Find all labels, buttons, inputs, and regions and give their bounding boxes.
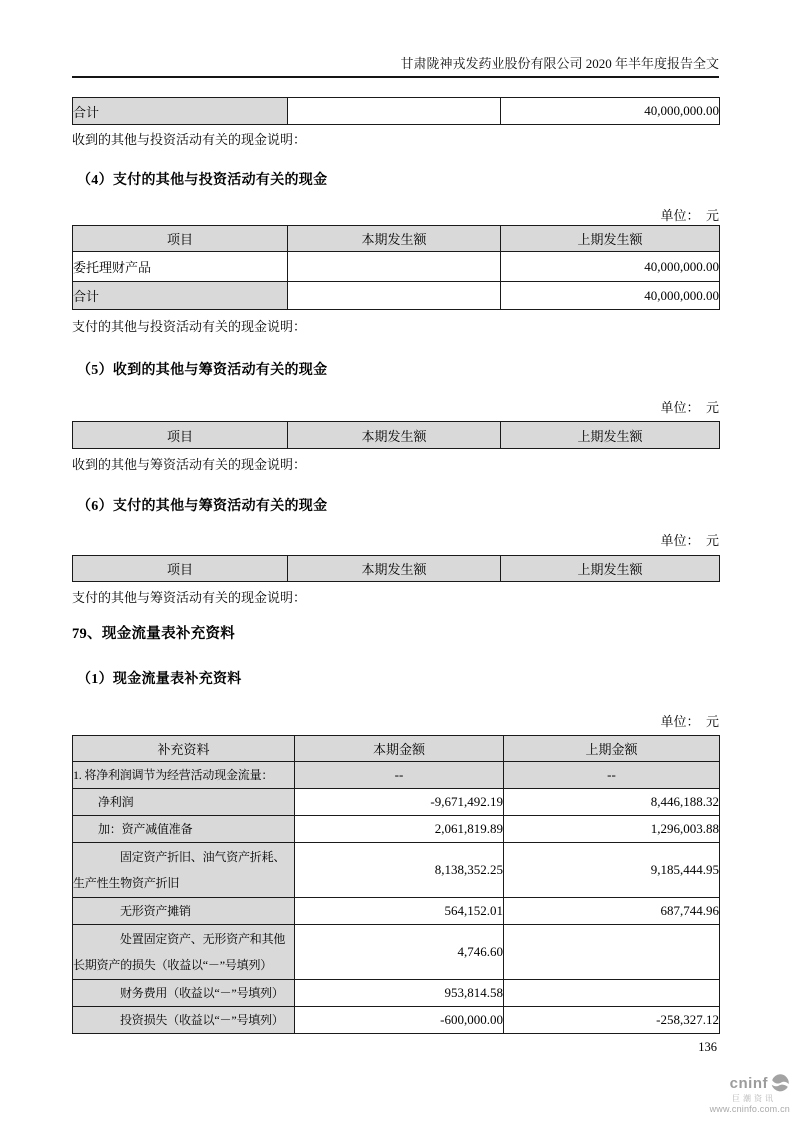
section4-note: 支付的其他与投资活动有关的现金说明： (72, 319, 307, 334)
previous-amount-cell: -- (504, 762, 720, 789)
table-row (73, 980, 720, 1007)
cninfo-logo-url: www.cninfo.com.cn (709, 1104, 790, 1114)
previous-amount-cell: 8,446,188.32 (504, 789, 720, 816)
table-row (73, 925, 720, 980)
row-label-cell: 财务费用（收益以“－”号填列） (73, 980, 295, 1007)
current-amount-cell: 8,138,352.25 (295, 843, 504, 898)
table-header-row (73, 736, 720, 762)
current-amount-cell: -600,000.00 (295, 1007, 504, 1034)
column-header-previous: 上期发生额 (501, 226, 720, 252)
table-row (73, 252, 720, 282)
column-header-previous: 上期发生额 (501, 422, 720, 449)
previous-amount-cell (504, 925, 720, 980)
column-header-current: 本期发生额 (288, 556, 501, 582)
current-amount-cell (288, 98, 501, 125)
cninfo-logo-subtitle: 巨潮资讯 (732, 1094, 776, 1103)
table-row (73, 762, 720, 789)
row-label-cell: 净利润 (73, 789, 295, 816)
current-amount-cell: 2,061,819.89 (295, 816, 504, 843)
header-divider (72, 76, 719, 78)
section6-note: 支付的其他与筹资活动有关的现金说明： (72, 590, 307, 605)
column-header-item: 项目 (73, 556, 288, 582)
previous-amount-cell: -258,327.12 (504, 1007, 720, 1034)
current-amount-cell: 953,814.58 (295, 980, 504, 1007)
table-row (73, 898, 720, 925)
note-receive-invest: 收到的其他与投资活动有关的现金说明： (72, 132, 307, 147)
cash-flow-supplement-table (72, 735, 720, 1034)
section79-sub-heading: （1）现金流量表补充资料 (77, 672, 242, 687)
row-label-cell: 委托理财产品 (73, 252, 288, 282)
previous-amount-cell: 40,000,000.00 (501, 282, 720, 310)
previous-amount-cell: 40,000,000.00 (501, 252, 720, 282)
total-label-cell: 合计 (73, 98, 288, 125)
table-row (73, 282, 720, 310)
cninfo-logo-text: cninf (729, 1074, 768, 1092)
section79-unit: 单位： 元 (660, 714, 719, 729)
carryover-total-table (72, 97, 720, 125)
previous-amount-cell: 687,744.96 (504, 898, 720, 925)
previous-amount-cell: 1,296,003.88 (504, 816, 720, 843)
column-header-item: 项目 (73, 226, 288, 252)
table-row (73, 816, 720, 843)
row-label-cell: 1. 将净利润调节为经营活动现金流量： (73, 762, 295, 789)
table-row (73, 843, 720, 898)
table-row (73, 98, 720, 125)
current-amount-cell (288, 282, 501, 310)
table-header-row (73, 422, 720, 449)
table-row (73, 789, 720, 816)
section6-heading: （6）支付的其他与筹资活动有关的现金 (77, 499, 328, 514)
current-amount-cell: 4,746.60 (295, 925, 504, 980)
total-label-cell: 合计 (73, 282, 288, 310)
table-header-row (73, 556, 720, 582)
page-number: 136 (698, 1040, 717, 1054)
column-header-previous: 上期金额 (504, 736, 720, 762)
section4-heading: （4）支付的其他与投资活动有关的现金 (77, 173, 328, 188)
column-header-current: 本期金额 (295, 736, 504, 762)
cninfo-logo (694, 1073, 790, 1114)
section4-unit: 单位： 元 (660, 208, 719, 223)
cninfo-swirl-icon (770, 1073, 790, 1093)
section6-table (72, 555, 720, 582)
column-header-previous: 上期发生额 (501, 556, 720, 582)
section6-unit: 单位： 元 (660, 533, 719, 548)
column-header-supplement: 补充资料 (73, 736, 295, 762)
table-header-row (73, 226, 720, 252)
current-amount-cell: -9,671,492.19 (295, 789, 504, 816)
section5-table (72, 421, 720, 449)
section5-unit: 单位： 元 (660, 400, 719, 415)
table-row (73, 1007, 720, 1034)
column-header-current: 本期发生额 (288, 422, 501, 449)
current-amount-cell: 564,152.01 (295, 898, 504, 925)
row-label-cell: 加：资产减值准备 (73, 816, 295, 843)
section5-heading: （5）收到的其他与筹资活动有关的现金 (77, 363, 328, 378)
previous-amount-cell (504, 980, 720, 1007)
row-label-cell: 无形资产摊销 (73, 898, 295, 925)
section5-note: 收到的其他与筹资活动有关的现金说明： (72, 457, 307, 472)
document-header-title: 甘肃陇神戎发药业股份有限公司 2020 年半年度报告全文 (400, 56, 719, 71)
previous-amount-cell: 9,185,444.95 (504, 843, 720, 898)
row-label-cell: 投资损失（收益以“－”号填列） (73, 1007, 295, 1034)
row-label-cell: 处置固定资产、无形资产和其他长期资产的损失（收益以“－”号填列） (73, 925, 295, 980)
section4-table (72, 225, 720, 310)
column-header-item: 项目 (73, 422, 288, 449)
current-amount-cell: -- (295, 762, 504, 789)
section79-heading: 79、现金流量表补充资料 (72, 626, 236, 642)
row-label-cell: 固定资产折旧、油气资产折耗、生产性生物资产折旧 (73, 843, 295, 898)
current-amount-cell (288, 252, 501, 282)
column-header-current: 本期发生额 (288, 226, 501, 252)
previous-amount-cell: 40,000,000.00 (501, 98, 720, 125)
